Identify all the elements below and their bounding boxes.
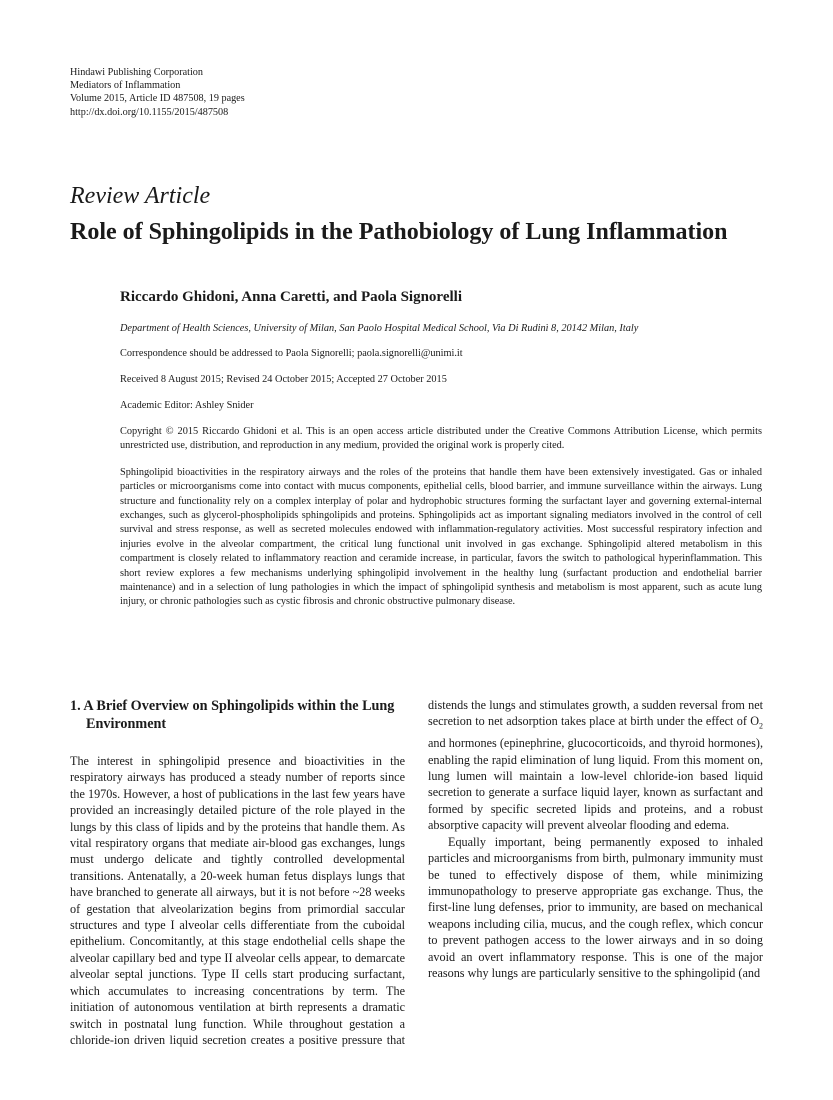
paragraph-1-text: The interest in sphingolipid presence and bioactivities in the respiratory airways has produced a steady number of reports since the 1970s. However, a host of publications in the last few years have provided an increasingly detailed picture of the role played in the lungs by this class of lipids and by the proteins that handle them. As vital respiratory organs that mediate air-blood gas exchanges, lungs must undergo delicate and tightly controlled developmental transitions. Antenatally, a 20-week human fetus displays lungs that have branched to generate all airways, but it is not before ~28 weeks of gestation that alveolarization begins from primordial saccular structures and type I alveolar cells differentiate from the cuboidal epithelium. Concomitantly, at this stage endothelial cells shape the alveolar capillary bed and type II alveolar cells appear, to demarcate alveolar septal junctions. Type II cells start producing surfactant, which accumulates to increasing concentrations by term. The initiation of autonomous ventilation at birth represents a dramatic switch in postnatal lung function. While throughout gestation a chloride-ion driven liquid secretion creates a positive pressure that distends the lungs and stimulates growth, a sudden reversal from net secretion to net adsorption takes place at birth under the effect of bbox=[70, 698, 763, 1047]
affiliation: Department of Health Sciences, University of Milan, San Paolo Hospital Medical School, Via Di Rudinì 8, 20142 Milan, Italy bbox=[120, 323, 639, 334]
doi-link[interactable]: http://dx.doi.org/10.1155/2015/487508 bbox=[70, 106, 229, 118]
front-matter bbox=[120, 289, 762, 610]
paragraph-1-continuation: and hormones (epinephrine, glucocorticoids, and thyroid hormones), enabling the rapid elimination of lung liquid. From this moment on, lung lumen will maintain a low-level chloride-ion based liquid secretion to generate a surface liquid layer, known as surfactant and formed by specific secreted lipids and proteins, and a robust absorptive capacity will prevent alveolar flooding and edema. bbox=[428, 736, 763, 833]
volume-info: Volume 2015, Article ID 487508, 19 pages bbox=[70, 93, 245, 105]
oxygen-symbol: $O_2$ bbox=[750, 714, 763, 731]
copyright-notice: Copyright © 2015 Riccardo Ghidoni et al. This is an open access article distributed under the Creative Commons Attribution License, which permits unrestricted use, distribution, and reproduction in any medium, provided the original work is properly cited. bbox=[120, 426, 762, 452]
correspondence: Correspondence should be addressed to Paola Signorelli; paola.signorelli@unimi.it bbox=[120, 348, 463, 359]
article-dates: Received 8 August 2015; Revised 24 October 2015; Accepted 27 October 2015 bbox=[120, 374, 447, 385]
author-list: Riccardo Ghidoni, Anna Caretti, and Paola Signorelli bbox=[120, 289, 462, 305]
article-type: Review Article bbox=[70, 183, 211, 209]
publisher: Hindawi Publishing Corporation bbox=[70, 67, 203, 78]
article-title: Role of Sphingolipids in the Pathobiology of Lung Inflammation bbox=[70, 219, 728, 245]
abstract: Sphingolipid bioactivities in the respiratory airways and the roles of the proteins that handle them have been extensively investigated. Gas or inhaled particles or microorganisms come into contact with mucus components, epithelial cells, blood barrier, and immune surveillance within the airways. Lung structure and functionality rely on a complex interplay of polar and hydrophobic structures forming the surfactant layer and governing external-internal exchanges, such as glycerol-phospholipids sphingolipids and proteins. Sphingolipids act as important signaling mediators involved in the control of cell survival and stress response, as well as secreted molecules endowed with inflammation-regulatory activities. Most successful respiratory infection and injuries evolve in the alveolar compartment, the critical lung functional unit involved in gas exchange. Sphingolipid altered metabolism in this compartment is closely related to inflammatory reaction and ceramide increase, in particular, favors the switch to pathological hyperinflammation. This short review explores a few mechanisms underlying sphingolipid involvement in the healthy lung (surfactant production and endothelial barrier maintenance) and in a selection of lung pathologies in which the impact of sphingolipid synthesis and metabolism is most apparent, such as acute lung injury, or chronic pathologies such as cystic fibrosis and chronic obstructive pulmonary disease. bbox=[120, 466, 762, 608]
journal-metadata bbox=[70, 66, 450, 119]
body-paragraph-2: Equally important, being permanently exposed to inhaled particles and microorganisms from birth, pulmonary immunity must be tuned to effectively dispose of them, while minimizing immunopathology to preserve appropriate gas exchange. Thus, the first-line lung defenses, prior to immunity, are based on mechanical weapons including cilia, mucus, and the cough reflex, which concur to prevent pathogen access to the lower airways and in so doing avoid an overt inflammatory response. This is one of the major reasons why lungs are particularly sensitive to the sphingolipid (and bbox=[428, 834, 763, 980]
journal-name: Mediators of Inflammation bbox=[70, 80, 181, 92]
academic-editor: Academic Editor: Ashley Snider bbox=[120, 400, 254, 411]
section-heading: 1. A Brief Overview on Sphingolipids within the Lung Environment bbox=[70, 698, 395, 732]
two-column-flow bbox=[70, 697, 763, 1052]
